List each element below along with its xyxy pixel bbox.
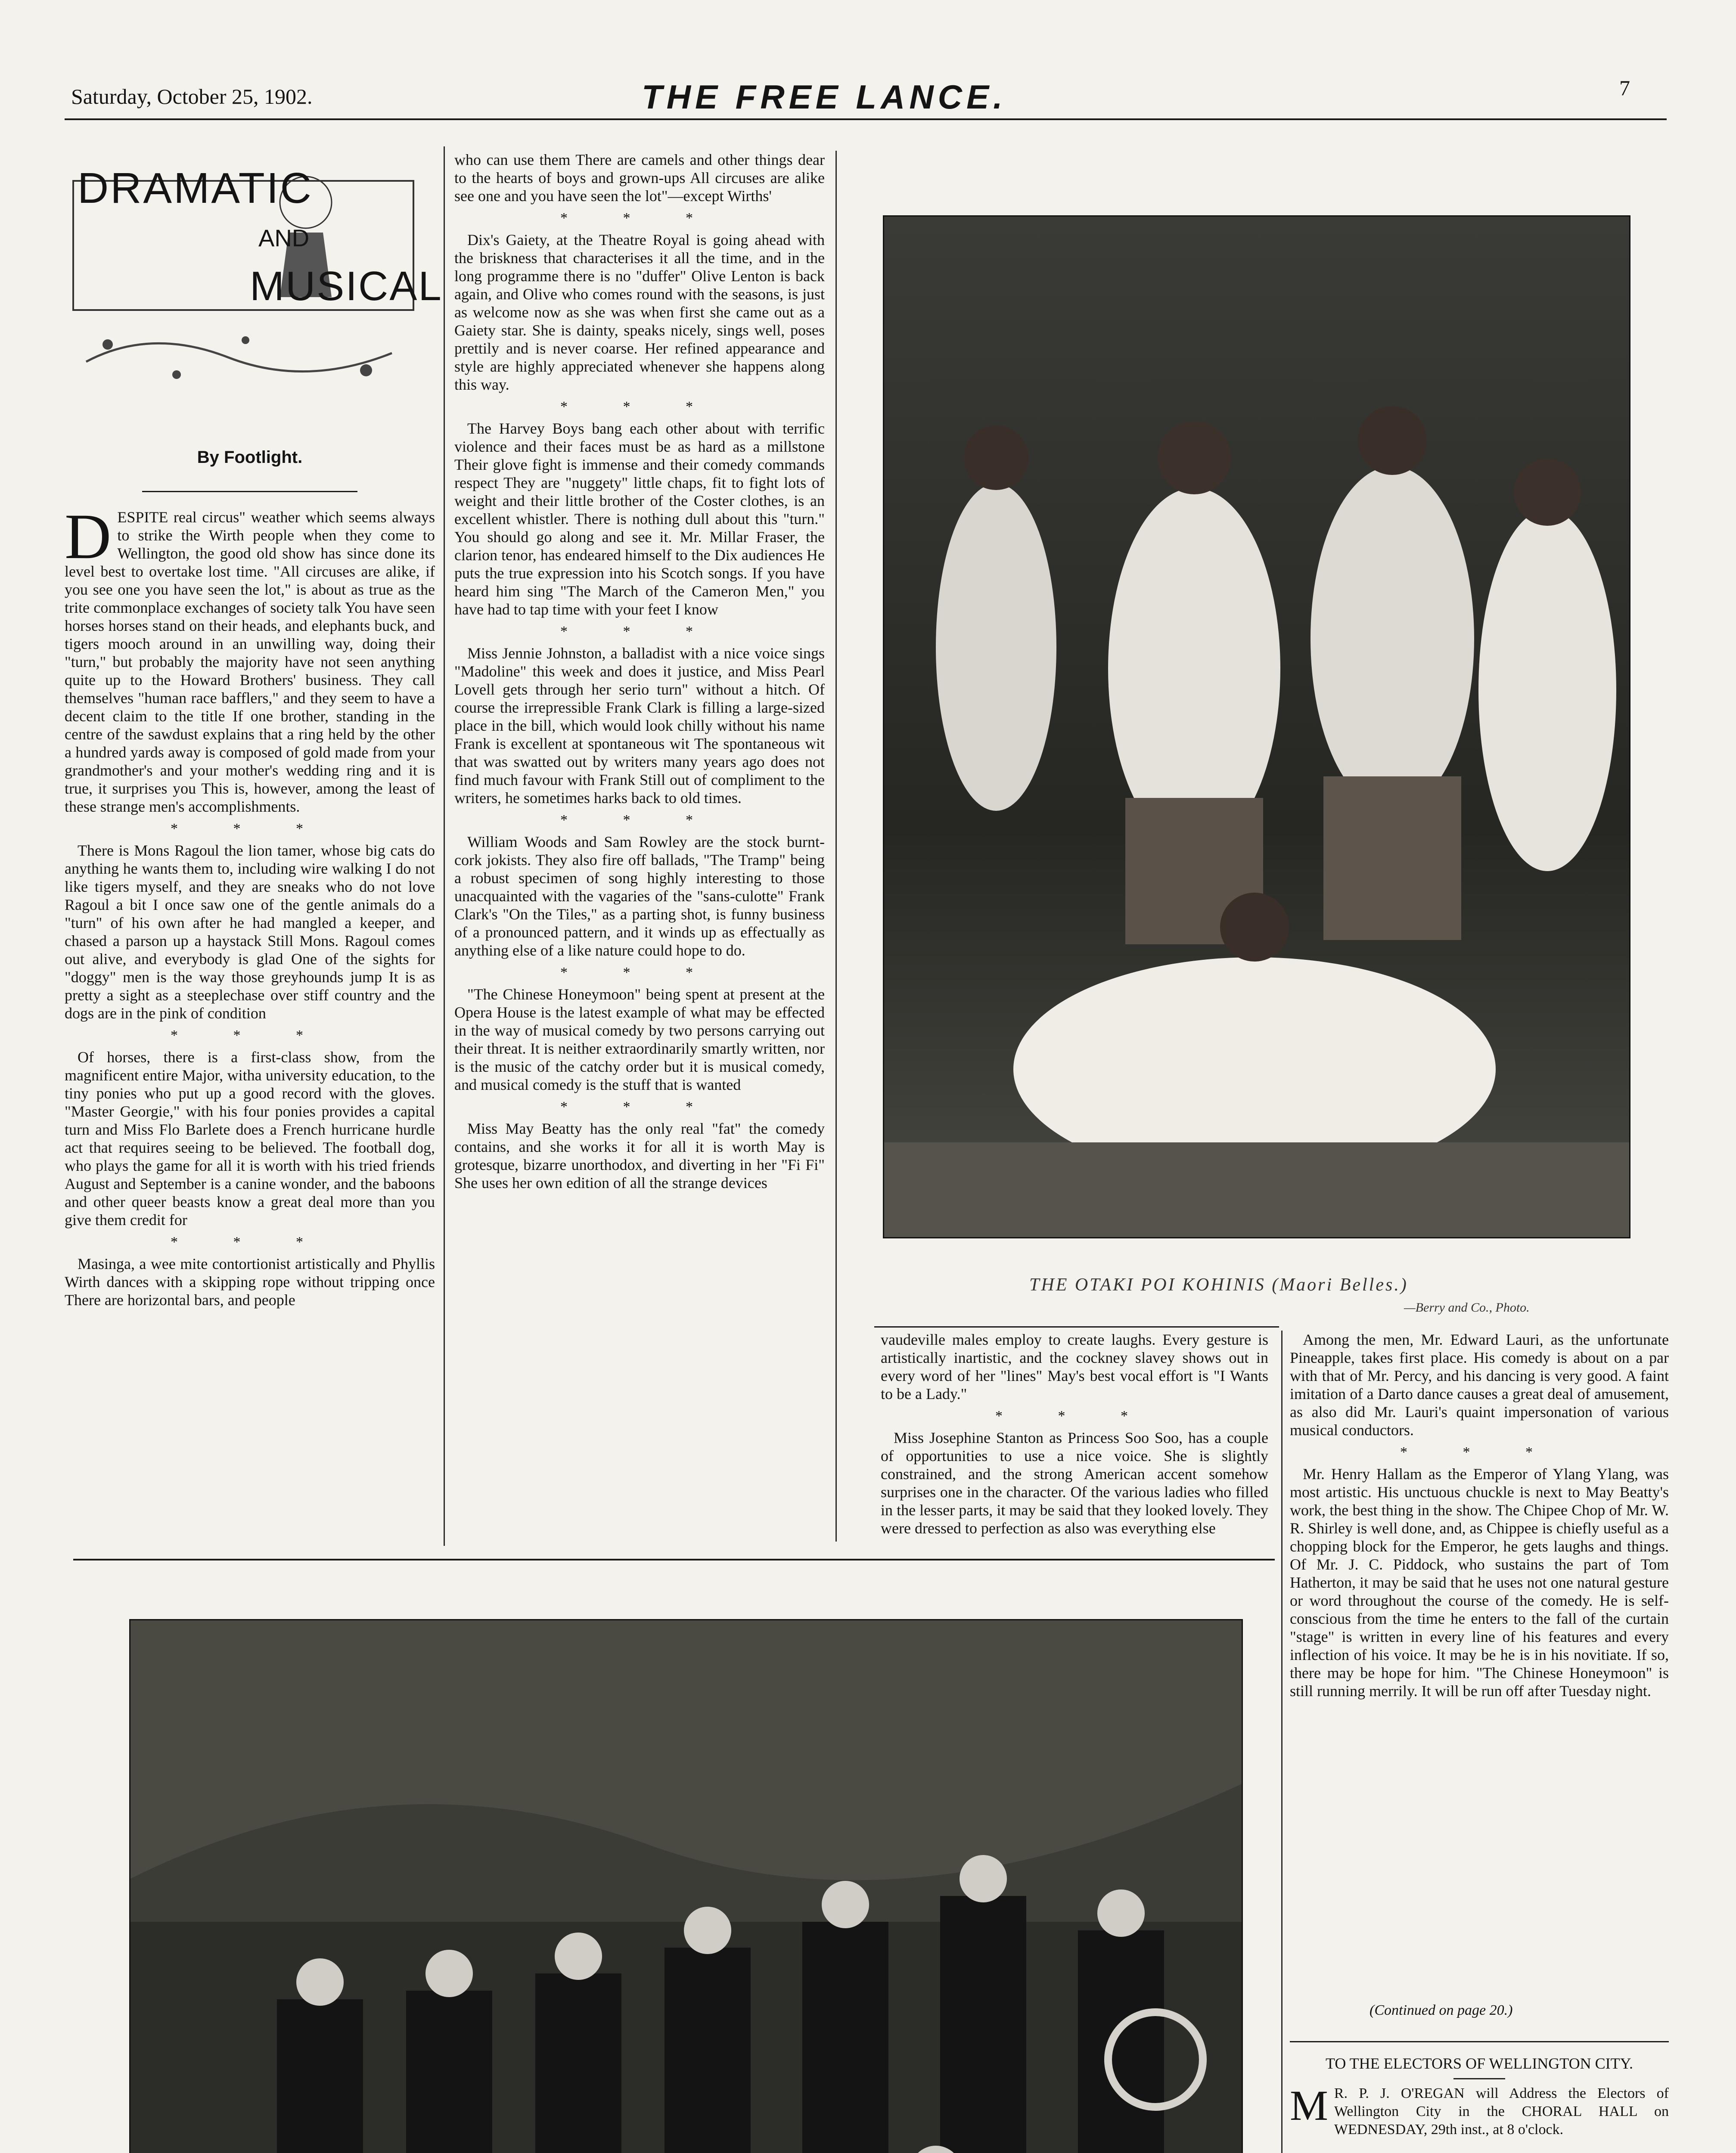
section-stars: * * * [560, 965, 719, 980]
ad-oregan-title: TO THE ELECTORS OF WELLINGTON CITY. [1325, 2055, 1633, 2072]
ads-top-rule [1290, 2041, 1669, 2042]
column-divider [1281, 1331, 1283, 2153]
article-paragraph: There is Mons Ragoul the lion tamer, whose big cats do anything he wants them to, including wire walking I do not like tigers myself, and they are sneaks who do not love Ragoul a bit I once saw one of the gentle animals do a "turn" of his own after he had mangled a keeper, and chased a parson up a haystack Still Mons. Ragoul comes out alive, and everybody is glad One of the sights for "doggy" men is the way those greyhounds jump It is as pretty a sight as a steeplechase over stiff country and the dogs are in the pink of condition [65, 842, 435, 1022]
article-paragraph: William Woods and Sam Rowley are the stock burnt-cork jokists. They also fire off ballads, "The Tramp" being a robust specimen of song highly interesting to those unacquainted with the vagaries of the "sans-culotte" Frank Clark's "On the Tiles," as a parting shot, is funny business of a pronounced pattern, and it winds up as effectually as anything else of a like nature could hope to do. [454, 833, 825, 959]
ad-oregan [1290, 2054, 1669, 2139]
ad-drop-cap: M [1290, 2082, 1328, 2129]
poi-kohinis-photo [883, 215, 1630, 1238]
article-paragraph: Dix's Gaiety, at the Theatre Royal is going ahead with the briskness that characterises it all the time, and in the long programme there is no "duffer" Olive Lenton is back again, and Olive who comes round with the seasons, is just as welcome now as she was when first she came out as a Gaiety star. She is dainty, speaks nicely, sings well, poses prettily and is never coarse. Her refined appearance and style are highly appreciated whenever she happens along this way. [454, 231, 825, 393]
band-photo-top-rule [73, 1559, 1275, 1560]
header-rule [65, 118, 1667, 120]
column-4 [1290, 1331, 1669, 1985]
article-paragraph: Among the men, Mr. Edward Lauri, as the unfortunate Pineapple, takes first place. His comedy is about on a par with that of Mr. Percy, and his dancing is very good. A faint imitation of a Darto dance causes a great deal of amusement, as also did Mr. Lauri's quaint impersonation of various musical conductors. [1290, 1331, 1669, 1439]
poi-caption: THE OTAKI POI KOHINIS (Maori Belles.) [1029, 1275, 1408, 1295]
section-stars: * * * [560, 624, 719, 639]
article-paragraph: who can use them There are camels and other things dear to the hearts of boys and grown-ups All circuses are alike see one and you have seen the lot"—except Wirths' [454, 151, 825, 205]
article-paragraph: Of horses, there is a first-class show, from the magnificent entire Major, witha university education, to the tiny ponies who put up a good record with the gloves. "Master Georgie," with his four ponies provides a capital turn and Miss Flo Barlete does a French hurricane hurdle act that requires seeing to be believed. The football dog, who plays the game for all it is worth with his tried friends August and September is a canine wonder, and the baboons and other queer beasts know a great deal more than you give them credit for [65, 1049, 435, 1229]
article-paragraph: Mr. Henry Hallam as the Emperor of Ylang Ylang, was most artistic. His unctuous chuckle is next to May Beatty's work, the best thing in the show. The Chipee Chop of Mr. W. R. Shirley is well done, and, as Chippee is chiefly useful as a chopping block for the Emperor, he gets laughs and things. Of Mr. J. C. Piddock, who sustains the part of Tom Hatherton, it may be said that he uses not one natural gesture or word throughout the course of the comedy. He is self-conscious from the time he enters to the fall of the curtain "stage" is written in every line of his features and every inflection of his voice. It may be he is in his novitiate. If so, there may be hope for him. "The Chinese Honeymoon" is still running merrily. It will be run off after Tuesday night. [1290, 1465, 1669, 1700]
logo-word-and: AND [258, 224, 310, 251]
article-paragraph: Miss Josephine Stanton as Princess Soo Soo, has a couple of opportunities to use a nice voice. She is slightly constrained, and the strong American accent somehow surprises one in the character. Of the various ladies who filled in the lesser parts, it may be said that they looked lovely. They were dressed to perfection as also was everything else [881, 1429, 1268, 1537]
column-3-top-rule [874, 1326, 1279, 1328]
section-stars: * * * [560, 812, 719, 828]
poi-photo-scene [884, 217, 1629, 1237]
article-paragraph: Masinga, a wee mite contortionist artistically and Phyllis Wirth dances with a skipping rope without tripping once There are horizontal bars, and people [65, 1255, 435, 1309]
drop-cap: D [65, 508, 112, 572]
header-date: Saturday, October 25, 1902. [71, 84, 313, 109]
dramatic-musical-logo [65, 155, 443, 396]
column-2 [454, 151, 825, 1546]
section-stars: * * * [560, 1099, 719, 1115]
section-stars: * * * [560, 399, 719, 415]
section-stars: * * * [560, 210, 719, 226]
article-paragraph: "The Chinese Honeymoon" being spent at present at the Opera House is the latest example of what may be effected in the way of musical comedy by two persons carrying out their threat. It is neither extraordinarily smartly written, nor is the music of the catchy order but it is musical comedy, and musical comedy is the stuff that is wanted [454, 986, 825, 1093]
article-paragraph: Miss May Beatty has the only real "fat" the comedy contains, and she works it for all it is worth May is grotesque, bizarre unorthodox, and diverting in her "Fi Fi" She uses her own edition of all the strange devices [454, 1120, 825, 1191]
byline-rule [142, 491, 357, 492]
column-3 [881, 1331, 1268, 1546]
column-divider [444, 146, 445, 1546]
section-stars: * * * [171, 821, 329, 837]
poi-credit: —Berry and Co., Photo. [1404, 1300, 1530, 1315]
article-paragraph: vaudeville males employ to create laughs. Every gesture is artistically inartistic, and the cockney slavey shows out in every word of her "lines" May's best vocal effort is "I Wants to be a Lady." [881, 1331, 1268, 1402]
column-divider [835, 151, 837, 1542]
continued-note: (Continued on page 20.) [1370, 2002, 1513, 2018]
brass-band-photo [129, 1619, 1243, 2153]
section-stars: * * * [1400, 1444, 1559, 1460]
masthead: THE FREE LANCE. [642, 78, 1007, 116]
ad-oregan-body: R. P. J. O'REGAN will Address the Electors of Wellington City in the CHORAL HALL on WEDNESDAY, 29th inst., at 8 o'clock. [1334, 2085, 1669, 2137]
page-number: 7 [1619, 76, 1630, 100]
column-1 [65, 508, 435, 1537]
article-paragraph: The Harvey Boys bang each other about with terrific violence and their faces must be as hard as a millstone Their glove fight is immense and their comedy commands respect They are "nuggety" little chaps, fit to fight lots of weight and their little brother of the Coster clothes, is an excellent whistler. There is nothing dull about this "turn." You should go along and see it. Mr. Millar Fraser, the clarion tenor, has endeared himself to the Dix audiences He puts the true expression into his Scotch songs. If you have heard him sing "The March of the Cameron Men," you have had to tap time with your feet I know [454, 420, 825, 618]
section-stars: * * * [171, 1234, 329, 1250]
logo-word-musical: MUSICAL [250, 263, 443, 309]
article-paragraph: ESPITE real circus" weather which seems always to strike the Wirth people when they come to Wellington, the good old show has since done its level best to overtake lost time. "All circuses are alike, if you see one you have seen the lot," is about as true as the trite commonplace exchanges of society talk You have seen horses horses stand on their heads, and elephants buck, and tigers mooch around in an unwilling way, doing their "turn," but probably the majority have not seen anything quite up to the Howard Brothers' business. They call themselves "human race bafflers," and they seem to have a decent claim to the title If one brother, standing in the centre of the sawdust explains that a ring held by the other a hundred yards away is composed of gold made from your grandmother's and your mother's wedding ring and it is true, it surprises you This is, however, among the least of these strange men's accomplishments. [65, 509, 435, 815]
section-stars: * * * [171, 1027, 329, 1043]
byline: By Footlight. [197, 448, 303, 467]
article-paragraph: Miss Jennie Johnston, a balladist with a nice voice sings "Madoline" this week and does it justice, and Miss Pearl Lovell gets through her serio turn" without a hitch. Of course the irrepressible Frank Clark is filling a large-sized place in the bill, which would look chilly without his name Frank is excellent at spontaneous wit The spontaneous wit that was swatted out by writers many years ago does not find much favour with Frank Still out of compliment to the writers, he sometimes harks back to old times. [454, 645, 825, 807]
band-photo-scene [130, 1620, 1242, 2153]
section-stars: * * * [995, 1408, 1154, 1424]
logo-word-dramatic: DRAMATIC [78, 164, 313, 212]
ad-rule [1453, 2078, 1505, 2079]
